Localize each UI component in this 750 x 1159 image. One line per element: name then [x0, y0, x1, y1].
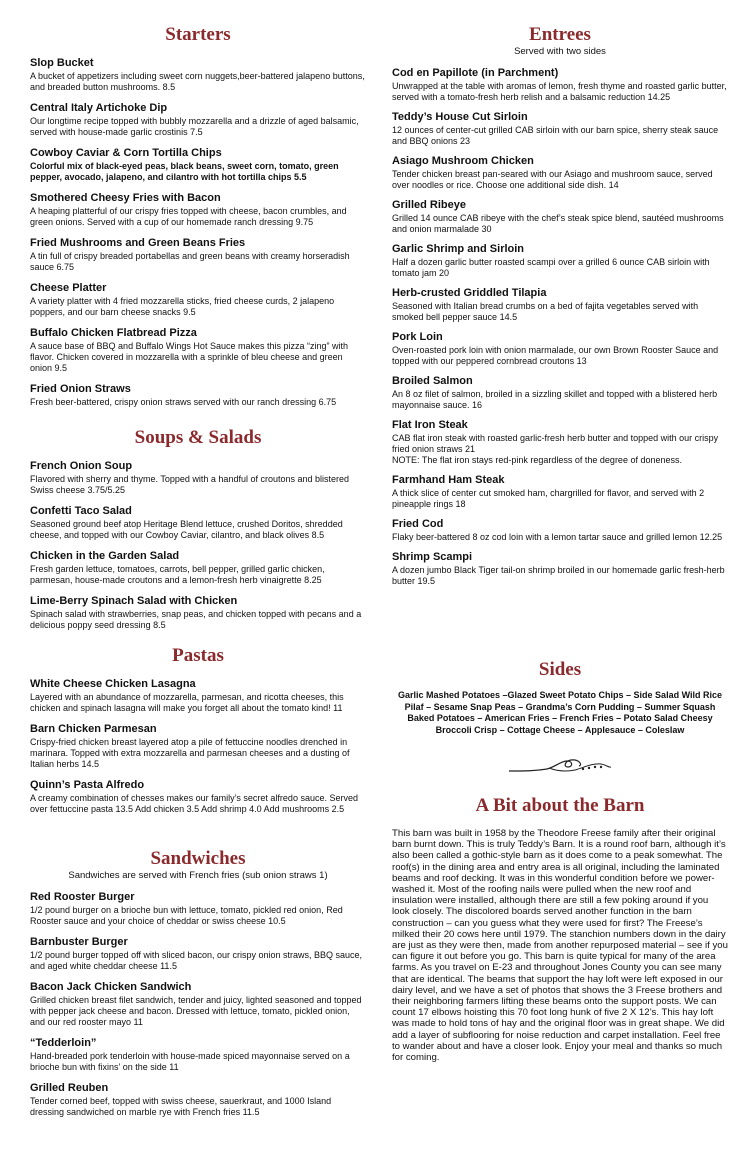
item-name: Grilled Ribeye: [392, 199, 466, 211]
menu-item: [30, 147, 366, 183]
sandwiches-title: Sandwiches: [150, 848, 246, 869]
item-name: Buffalo Chicken Flatbread Pizza: [30, 327, 197, 339]
soups-list: [30, 460, 366, 631]
menu-item: [30, 595, 366, 631]
starters-list: [30, 57, 366, 408]
entrees-list: [392, 67, 728, 587]
item-desc: 1/2 pound burger topped off with sliced bacon, our crispy onion straws, BBQ sauce, and aged white cheddar cheese 11.5: [30, 950, 363, 971]
item-desc: A creamy combination of chesses makes our family’s secret alfredo sauce. Served over fettuccine pasta 13.5 Add chicken 3.5 Add shrimp 4.0 Add mushrooms 2.5: [30, 793, 358, 814]
item-name: Cod en Papillote (in Parchment): [392, 67, 559, 79]
item-name: Cheese Platter: [30, 282, 107, 294]
item-desc: Seasoned with Italian bread crumbs on a bed of fajita vegetables served with smoked bell pepper sauce 14.5: [392, 301, 699, 322]
menu-item: [30, 981, 366, 1028]
item-name: French Onion Soup: [30, 460, 133, 472]
item-name: Fried Onion Straws: [30, 383, 131, 395]
item-name: Teddy’s House Cut Sirloin: [392, 111, 528, 123]
menu-item: [30, 57, 366, 93]
item-desc: Spinach salad with strawberries, snap peas, and chicken topped with pecans and a delicious poppy seed dressing 8.5: [30, 609, 362, 630]
item-name: Confetti Taco Salad: [30, 505, 132, 517]
about-text: This barn was built in 1958 by the Theodore Freese family after their original barn burnt down. This is truly Teddy’s Barn. It is a round roof barn, although it’s also been called a gothic-style barn as it does come to a peak somewhat. The roof(s) in the dining area and entry area is all original, including the laminated beams and roof decking. It was in this wonderful condition before we power-washed it. Most of the roofing nails were pulled when the new roof and insulation were installed, although there are still a few poking around if you look closely. The discolored boards served another function in the barn construction – can you guess what they were used for first? The Freese’s milked their 20 cows here until 1979. The stanchion numbers down in the dairy are just as they were then, made from another repurposed material – see if you can figure it out before you go. This barn is quite typical for many of the area farms. As you travel on E-23 and throughout Jones County you can see many that are identical. The beams that support the hay loft were left exposed in our dairy level, and we have a set of photos that shows the 3 Freese brothers and their neighboring farmers lifting these beams onto the support posts. We can count 17 elbows hoisting this 70 foot long hunk of five 2 X 12’s. This hay loft was made to hold tons of hay and the original floor was in great shape. We did add a layer of subflooring for noise reduction and carpet installation. Feel free to wander about and have a closer look. Enjoy your meal and thanks so much for coming.: [392, 828, 728, 1064]
item-desc: Half a dozen garlic butter roasted scampi over a grilled 6 ounce CAB sirloin with tomato jam 20: [392, 257, 710, 278]
item-desc: Unwrapped at the table with aromas of lemon, fresh thyme and roasted garlic butter, served with a tomato-fresh herb relish and a balsamic reduction 14.25: [392, 81, 727, 102]
item-desc: Oven-roasted pork loin with onion marmalade, our own Brown Rooster Sauce and topped with our peppered cornbread croutons 13: [392, 345, 719, 366]
item-name: Bacon Jack Chicken Sandwich: [30, 981, 192, 993]
item-note: NOTE: The flat iron stays red-pink regardless of the degree of doneness.: [392, 455, 682, 465]
item-desc: Fresh beer-battered, crispy onion straws served with our ranch dressing 6.75: [30, 397, 337, 407]
sides-title: Sides: [538, 659, 582, 680]
entrees-title: Entrees: [529, 24, 591, 45]
menu-item: [392, 419, 728, 466]
item-desc: Layered with an abundance of mozzarella, parmesan, and ricotta cheeses, this chicken and spinach lasagna will make you forget all about the tomato kind! 11: [30, 692, 344, 713]
item-name: Chicken in the Garden Salad: [30, 550, 180, 562]
item-desc: Our longtime recipe topped with bubbly mozzarella and a drizzle of aged balsamic, served with house-made garlic crostinis 7.5: [30, 116, 359, 137]
menu-item: [392, 474, 728, 510]
item-desc: Seasoned ground beef atop Heritage Blend lettuce, crushed Doritos, shredded cheese, and topped with our Cowboy Caviar, cilantro, and black olives 8.5: [30, 519, 343, 540]
item-desc: A bucket of appetizers including sweet corn nuggets,beer-battered jalapeno buttons, and breaded button mushrooms. 8.5: [30, 71, 365, 92]
menu-item: [392, 243, 728, 279]
item-name: Farmhand Ham Steak: [392, 474, 505, 486]
item-name: Fried Mushrooms and Green Beans Fries: [30, 237, 246, 249]
menu-item: [30, 1082, 366, 1118]
soups-title: Soups & Salads: [134, 427, 262, 448]
item-name: Shrimp Scampi: [392, 551, 473, 563]
item-desc: A dozen jumbo Black Tiger tail-on shrimp broiled in our homemade garlic fresh-herb butter 19.5: [392, 565, 725, 586]
item-name: Lime-Berry Spinach Salad with Chicken: [30, 595, 238, 607]
sandwiches-subtitle: Sandwiches are served with French fries (sub onion straws 1): [68, 870, 328, 881]
menu-item: [392, 155, 728, 191]
item-desc: Crispy-fried chicken breast layered atop a pile of fettuccine noodles drenched in marinara. Topped with extra mozzarella and parmesan cheeses and a dusting of Italian herbs 14.5: [30, 737, 350, 769]
item-desc: A tin full of crispy breaded portabellas and green beans with creamy horseradish sauce 6.75: [30, 251, 350, 272]
item-name: White Cheese Chicken Lasagna: [30, 678, 196, 690]
item-desc: 1/2 pound burger on a brioche bun with lettuce, tomato, pickled red onion, Red Rooster sauce and your choice of cheddar or swiss cheese 10.5: [30, 905, 343, 926]
pastas-title: Pastas: [172, 645, 224, 666]
item-name: Smothered Cheesy Fries with Bacon: [30, 192, 221, 204]
item-desc: Grilled 14 ounce CAB ribeye with the chef’s steak spice blend, sautéed mushrooms and onion marmalade 30: [392, 213, 724, 234]
item-name: Slop Bucket: [30, 57, 94, 69]
menu-item: [392, 111, 728, 147]
menu-item: [30, 550, 366, 586]
item-name: Broiled Salmon: [392, 375, 473, 387]
item-name: Asiago Mushroom Chicken: [392, 155, 534, 167]
sides-list: Garlic Mashed Potatoes –Glazed Sweet Potato Chips – Side Salad Wild Rice Pilaf – Sesame Snap Peas – Grandma’s Corn Pudding – Summer Squash Baked Potatoes – American Fries – French Fries – Potato Salad Cheesy Broccoli Crisp – Cottage Cheese – Applesauce – Coleslaw: [397, 690, 722, 735]
menu-item: [30, 678, 366, 714]
item-name: Barnbuster Burger: [30, 936, 128, 948]
item-desc: Fresh garden lettuce, tomatoes, carrots, bell pepper, grilled garlic chicken, parmesan, house-made croutons and a lemon-fresh herb vinaigrette 8.25: [30, 564, 325, 585]
menu-item: [392, 199, 728, 235]
menu-item: [392, 287, 728, 323]
item-name: Pork Loin: [392, 331, 443, 343]
menu-item: [392, 518, 728, 543]
item-name: Cowboy Caviar & Corn Tortilla Chips: [30, 147, 222, 159]
item-desc: Flaky beer-battered 8 oz cod loin with a lemon tartar sauce and grilled lemon 12.25: [392, 532, 723, 542]
menu-item: [30, 383, 366, 408]
menu-item: [392, 551, 728, 587]
menu-item: [30, 891, 366, 927]
item-name: Barn Chicken Parmesan: [30, 723, 157, 735]
sandwiches-list: [30, 891, 366, 1118]
menu-item: [30, 237, 366, 273]
item-desc: A sauce base of BBQ and Buffalo Wings Hot Sauce makes this pizza “zing” with flavor. Chicken covered in mozzarella with a sprinkle of bleu cheese and green onion 9.5: [30, 341, 348, 373]
menu-item: [30, 327, 366, 374]
menu-item: [392, 67, 728, 103]
menu-item: [30, 192, 366, 228]
item-name: Central Italy Artichoke Dip: [30, 102, 168, 114]
menu-item: [30, 723, 366, 770]
menu-item: [30, 282, 366, 318]
item-name: Flat Iron Steak: [392, 419, 468, 431]
flourish-ornament: [505, 755, 615, 777]
item-name: Quinn’s Pasta Alfredo: [30, 779, 145, 791]
item-desc: Tender corned beef, topped with swiss cheese, sauerkraut, and 1000 Island dressing sandwiched on marble rye with French fries 11.5: [30, 1096, 332, 1117]
item-desc: A thick slice of center cut smoked ham, chargrilled for flavor, and served with 2 pineapple rings 18: [392, 488, 705, 509]
item-desc: Flavored with sherry and thyme. Topped with a handful of croutons and blistered Swiss cheese 3.75/5.25: [30, 474, 350, 495]
starters-title: Starters: [165, 24, 231, 45]
item-name: Herb-crusted Griddled Tilapia: [392, 287, 547, 299]
item-desc: A variety platter with 4 fried mozzarella sticks, fried cheese curds, 2 jalapeno poppers, and our barn cheese snacks 9.5: [30, 296, 335, 317]
item-desc: CAB flat iron steak with roasted garlic-fresh herb butter and topped with our crispy fried onion straws 21: [392, 433, 719, 454]
menu-item: [30, 936, 366, 972]
item-name: “Tedderloin”: [30, 1037, 97, 1049]
item-desc: Tender chicken breast pan-seared with our Asiago and mushroom sauce, served over noodles or rice. Choose one additional side dish. 14: [392, 169, 713, 190]
item-desc: Grilled chicken breast filet sandwich, tender and juicy, lighted seasoned and topped with pepper jack cheese and bacon. Dressed with lettuce, tomato, pickled onion, and our red rooster mayo 11: [30, 995, 362, 1027]
item-desc: A heaping platterful of our crispy fries topped with cheese, bacon crumbles, and green onions. Served with a cup of our homemade ranch dressing 9.75: [30, 206, 347, 227]
menu-item: [30, 102, 366, 138]
item-desc: Colorful mix of black-eyed peas, black beans, sweet corn, tomato, green pepper, avocado, jalapeno, and cilantro with hot tortilla chips 5.5: [30, 161, 339, 182]
item-name: Grilled Reuben: [30, 1082, 109, 1094]
menu-item: [30, 1037, 366, 1073]
item-desc: 12 ounces of center-cut grilled CAB sirloin with our barn spice, sherry steak sauce and BBQ onions 23: [392, 125, 719, 146]
menu-item: [30, 460, 366, 496]
menu-item: [392, 375, 728, 411]
menu-item: [392, 331, 728, 367]
menu-item: [30, 505, 366, 541]
item-desc: An 8 oz filet of salmon, broiled in a sizzling skillet and topped with a blistered herb mayonnaise sauce. 16: [392, 389, 718, 410]
item-name: Red Rooster Burger: [30, 891, 135, 903]
item-desc: Hand-breaded pork tenderloin with house-made spiced mayonnaise served on a brioche bun with fixins’ on the side 11: [30, 1051, 350, 1072]
about-title: A Bit about the Barn: [475, 795, 645, 816]
menu-item: [30, 779, 366, 815]
pastas-list: [30, 678, 366, 815]
item-name: Garlic Shrimp and Sirloin: [392, 243, 525, 255]
item-name: Fried Cod: [392, 518, 444, 530]
entrees-subtitle: Served with two sides: [514, 46, 606, 57]
